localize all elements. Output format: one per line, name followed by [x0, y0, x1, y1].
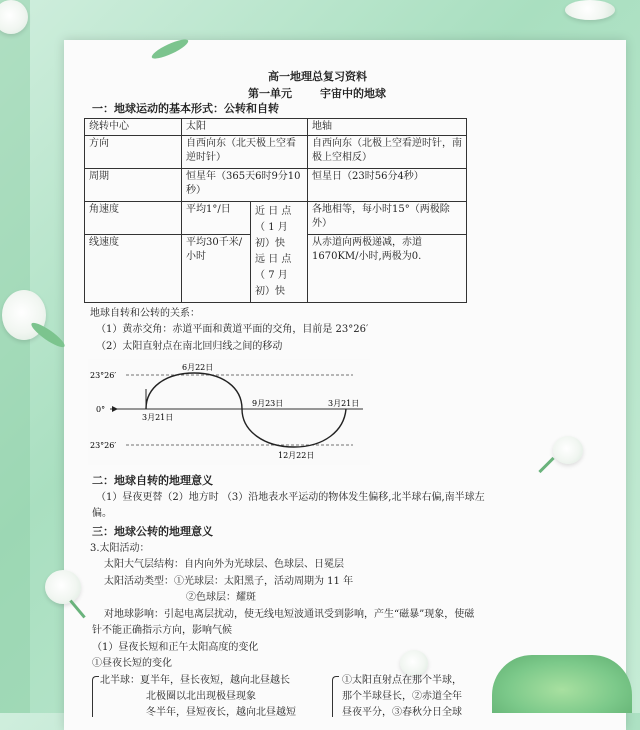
motion-table	[84, 118, 467, 303]
relation-item-2: （2）太阳直射点在南北回归线之间的移动	[96, 341, 283, 352]
date-dec-label: 12月22日	[278, 451, 315, 460]
relation-heading: 地球自转和公转的关系：	[90, 308, 200, 319]
table-row	[85, 136, 467, 169]
item-3-heading: 3.太阳活动：	[90, 543, 150, 554]
relation-item-1: （1）黄赤交角：赤道平面和黄道平面的交角，目前是 23°26′	[96, 324, 369, 335]
table-cell: 自西向东（北极上空看逆时针，南极上空相反）	[308, 136, 467, 169]
date-mar-left-label: 3月21日	[142, 413, 174, 422]
sun-impact-line2: 针不能正确指示方向，影响气候	[92, 625, 232, 636]
section2-text-line1: （1）昼夜更替（2）地方时 （3）沿地表水平运动的物体发生偏移,北半球右偏,南半球左	[96, 492, 485, 503]
side-note-line2: 那个半球昼长，②赤道全年	[342, 691, 462, 702]
flower-decoration	[45, 570, 81, 604]
table-row	[85, 202, 467, 235]
section-heading-2: 二：地球自转的地理意义	[92, 474, 213, 487]
lat-north-label: 23°26′	[90, 371, 117, 380]
north-hemisphere-line1: 北半球：夏半年，昼长夜短，越向北昼越长	[100, 675, 290, 686]
table-cell: 恒星日（23时56分4秒）	[308, 169, 467, 202]
background-stripe	[0, 0, 30, 713]
table-row	[85, 119, 467, 136]
table-cell-label: 方向	[85, 136, 182, 169]
date-sep-label: 9月23日	[252, 399, 284, 408]
document-title: 高一地理总复习资料	[268, 70, 367, 83]
perihelion-cell	[251, 202, 308, 303]
north-hemisphere-line2: 北极圈以北出现极昼现象	[146, 691, 256, 702]
section2-text-line2: 偏。	[92, 508, 112, 519]
table-cell: 从赤道向两极递减，赤道1670KM/小时,两极为0.	[308, 234, 467, 302]
date-mar-right-label: 3月21日	[328, 399, 360, 408]
lat-equator-label: 0°	[96, 405, 106, 414]
ribbon-bow-decoration	[492, 655, 632, 713]
table-row	[85, 169, 467, 202]
section-heading-3: 三：地球公转的地理意义	[92, 525, 213, 538]
table-header-cell: 绕转中心	[85, 119, 182, 136]
flower-decoration	[565, 0, 615, 20]
sun-structure-text: 太阳大气层结构：自内向外为光球层、色球层、日冕层	[104, 559, 344, 570]
side-note-line3: 昼夜平分，③春秋分日全球	[342, 707, 462, 718]
side-note-line1: ①太阳直射点在那个半球，	[342, 675, 462, 686]
sun-activity-type-2: ②色球层：耀斑	[186, 592, 256, 603]
bracket-left	[92, 676, 99, 717]
table-cell: 平均1°/日	[182, 202, 251, 235]
table-cell: 各地相等，每小时15°（两极除外）	[308, 202, 467, 235]
table-cell: 平均30千米/小时	[182, 234, 251, 302]
sun-impact-line1: 对地球影响：引起电离层扰动，使无线电短波通讯受到影响，产生“磁暴”现象，使磁	[104, 609, 475, 620]
north-hemisphere-line3: 冬半年，昼短夜长，越向北昼越短	[146, 707, 296, 718]
table-cell-label: 线速度	[85, 234, 182, 302]
subsolar-migration-diagram	[88, 359, 370, 465]
table-cell: 自西向东（北天极上空看逆时针）	[182, 136, 308, 169]
perihelion-text: 近 日 点 （ 1 月 初）快 远 日 点 （ 7 月 初）快	[255, 206, 292, 297]
day-length-heading: （1）昼夜长短和正午太阳高度的变化	[92, 642, 259, 653]
sun-activity-type: 太阳活动类型：①光球层：太阳黑子，活动周期为 11 年	[104, 576, 354, 587]
flower-decoration	[400, 650, 428, 676]
flower-decoration	[553, 436, 583, 464]
table-cell-label: 周期	[85, 169, 182, 202]
table-cell-label: 角速度	[85, 202, 182, 235]
table-cell: 恒星年（365天6时9分10秒）	[182, 169, 308, 202]
unit-title: 宇宙中的地球	[320, 87, 386, 100]
section-heading-1: 一：地球运动的基本形式：公转和自转	[92, 102, 279, 115]
table-header-cell: 太阳	[182, 119, 308, 136]
table-header-cell: 地轴	[308, 119, 467, 136]
bracket-right	[332, 676, 339, 717]
lat-south-label: 23°26′	[90, 441, 117, 450]
unit-label: 第一单元	[248, 87, 292, 100]
day-length-subheading: ①昼夜长短的变化	[92, 658, 172, 669]
date-jun-label: 6月22日	[182, 363, 214, 372]
